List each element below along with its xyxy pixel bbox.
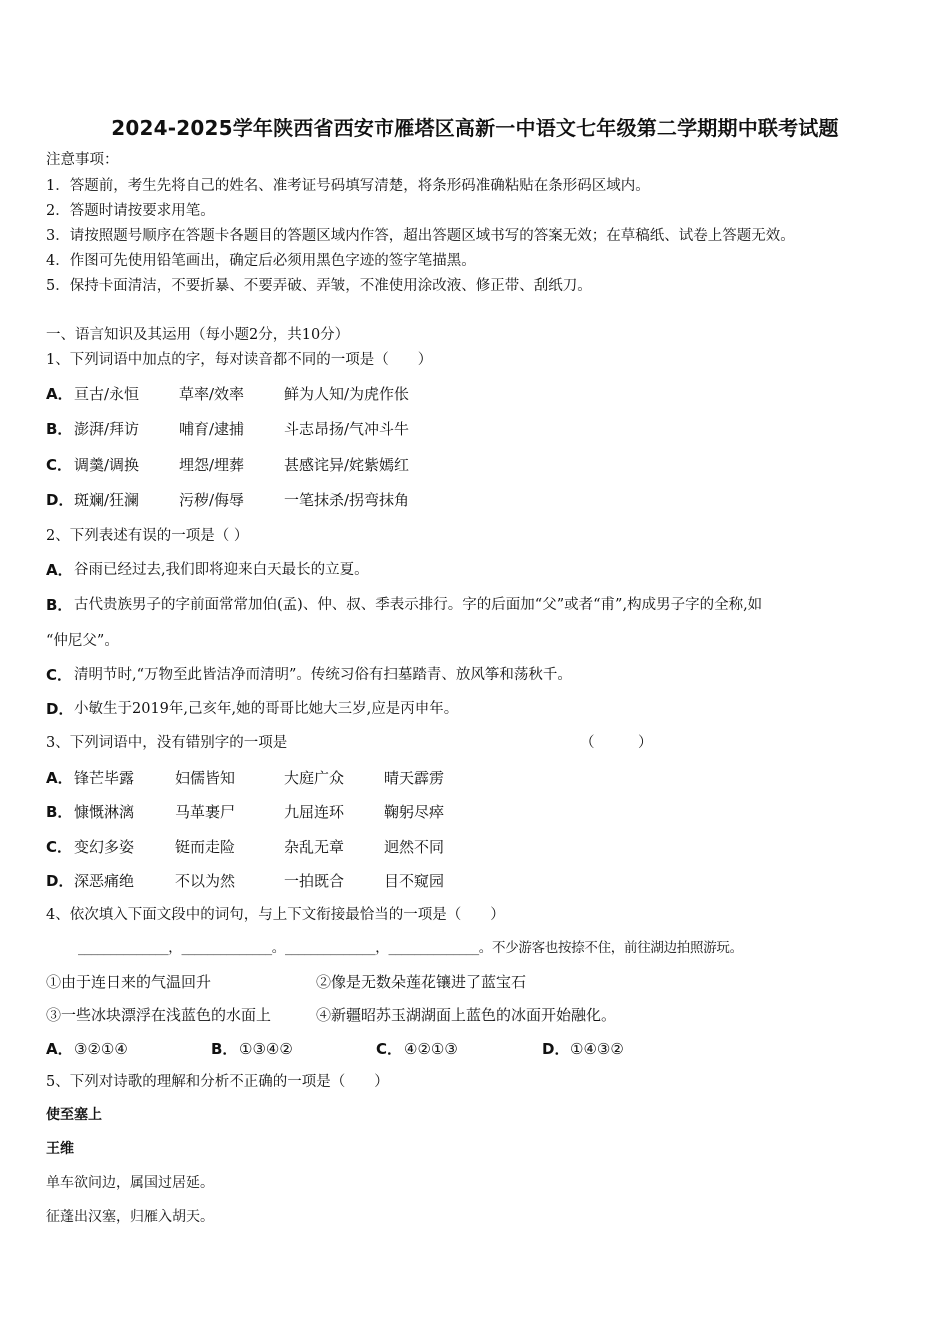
q4-option-a-text: ③②①④: [74, 1040, 128, 1058]
q3-option-d-label: D．: [46, 872, 74, 890]
q1-option-c-label: C．: [46, 456, 73, 474]
q1-option-a-col3: 鲜为人知/为虎作伥: [284, 385, 410, 403]
q2-option-b-text: 古代贵族男子的字前面常常加伯(孟)、仲、叔、季表示排行。字的后面加“父”或者“甫”,构成男子字的全称,如: [74, 597, 763, 613]
notice-item-2: 2．答题时请按要求用笔。: [46, 203, 215, 219]
poem-author: 王维: [46, 1141, 74, 1157]
q3-option-a-col1: 锋芒毕露: [74, 769, 135, 787]
q4-option-d-label: D．: [542, 1040, 570, 1058]
q4-sentence-3: ③一些冰块漂浮在浅蓝色的水面上: [46, 1006, 272, 1024]
q1-option-d-label: D．: [46, 491, 74, 509]
q3-option-c-col1: 变幻多姿: [74, 838, 135, 856]
q3-option-b-col4: 鞠躬尽瘁: [384, 803, 445, 821]
q2-option-d-label: D．: [46, 700, 74, 718]
q3-option-d-col4: 目不窥园: [384, 872, 445, 890]
q1-option-c-col1: 调羹/调换: [74, 456, 140, 474]
q4-option-b-label: B．: [211, 1040, 238, 1058]
notice-item-4: 4．作图可先使用铅笔画出，确定后必须用黑色字迹的签字笔描黑。: [46, 253, 476, 269]
q4-option-c-text: ④②①③: [404, 1040, 458, 1058]
q2-option-a-label: A．: [46, 561, 73, 579]
q4-option-a-label: A．: [46, 1040, 73, 1058]
q4-sentence-1: ①由于连日来的气温回升: [46, 973, 212, 991]
q3-option-a-col2: 妇儒皆知: [175, 769, 236, 787]
q2-option-b-label: B．: [46, 596, 73, 614]
poem-line-2: 征蓬出汉塞，归雁入胡天。: [46, 1209, 214, 1225]
q4-sentence-4: ④新疆昭苏玉湖湖面上蓝色的冰面开始融化。: [316, 1006, 617, 1024]
q1-option-a-label: A．: [46, 385, 73, 403]
poem-line-1: 单车欲问边，属国过居延。: [46, 1175, 214, 1191]
q3-option-d-col3: 一拍既合: [284, 872, 345, 890]
q3-option-a-col3: 大庭广众: [284, 769, 345, 787]
q4-stem: 4、依次填入下面文段中的词句，与上下文衔接最恰当的一项是（ ）: [46, 907, 505, 923]
notice-heading: 注意事项：: [46, 152, 119, 168]
q3-option-a-label: A．: [46, 769, 73, 787]
q1-option-d-col1: 斑斓/狂澜: [74, 491, 140, 509]
q2-option-c-text: 清明节时,“万物至此皆洁净而清明”。传统习俗有扫墓踏青、放风筝和荡秋千。: [74, 667, 572, 683]
q1-option-d-col3: 一笔抹杀/拐弯抹角: [284, 491, 410, 509]
q3-option-d-col1: 深恶痛绝: [74, 872, 135, 890]
q1-option-b-label: B．: [46, 420, 73, 438]
q1-option-a-col2: 草率/效率: [179, 385, 245, 403]
q4-fill-in-line: ______________，______________。______________，______________。不少游客也按捺不住，前往湖边拍照游玩。: [78, 940, 743, 956]
q3-answer-paren: （ ）: [580, 735, 653, 751]
q2-option-b-continued: “仲尼父”。: [46, 633, 119, 649]
q3-stem: 3、下列词语中，没有错别字的一项是: [46, 735, 288, 751]
q3-option-c-col2: 铤而走险: [175, 838, 236, 856]
q1-option-c-col3: 甚感诧异/姹紫嫣红: [284, 456, 410, 474]
q1-option-b-col2: 哺育/逮捕: [179, 420, 245, 438]
q2-option-a-text: 谷雨已经过去,我们即将迎来白天最长的立夏。: [74, 562, 369, 578]
q3-option-b-col1: 慷慨淋漓: [74, 803, 135, 821]
q3-option-a-col4: 晴天霹雳: [384, 769, 445, 787]
q3-option-c-label: C．: [46, 838, 73, 856]
notice-item-5: 5．保持卡面清洁，不要折暴、不要弄破、弄皱，不准使用涂改液、修正带、刮纸刀。: [46, 278, 592, 294]
q1-option-a-col1: 亘古/永恒: [74, 385, 140, 403]
q2-option-d-text: 小敏生于2019年,己亥年,她的哥哥比她大三岁,应是丙申年。: [74, 701, 459, 717]
q2-option-c-label: C．: [46, 666, 73, 684]
poem-title: 使至塞上: [46, 1107, 102, 1123]
notice-item-3: 3．请按照题号顺序在答题卡各题目的答题区域内作答，超出答题区域书写的答案无效；在草稿纸、试卷上答题无效。: [46, 228, 795, 244]
q3-option-b-col2: 马革裹尸: [175, 803, 236, 821]
q1-option-c-col2: 埋怨/埋葬: [179, 456, 245, 474]
q3-option-c-col3: 杂乱无章: [284, 838, 345, 856]
section-heading: 一、语言知识及其运用（每小题2分，共10分）: [46, 327, 350, 343]
q1-stem: 1、下列词语中加点的字，每对读音都不同的一项是（ ）: [46, 352, 433, 368]
q5-stem: 5、下列对诗歌的理解和分析不正确的一项是（ ）: [46, 1074, 389, 1090]
q1-option-b-col1: 澎湃/拜访: [74, 420, 140, 438]
q1-option-d-col2: 污秽/侮辱: [179, 491, 245, 509]
q3-option-b-label: B．: [46, 803, 73, 821]
q4-option-b-text: ①③④②: [239, 1040, 293, 1058]
q3-option-c-col4: 迥然不同: [384, 838, 445, 856]
q4-sentence-2: ②像是无数朵莲花镶进了蓝宝石: [316, 973, 527, 991]
exam-title: 2024-2025学年陕西省西安市雁塔区高新一中语文七年级第二学期期中联考试题: [111, 116, 839, 140]
q1-option-b-col3: 斗志昂扬/气冲斗牛: [284, 420, 410, 438]
q3-option-b-col3: 九屈连环: [284, 803, 345, 821]
notice-item-1: 1．答题前，考生先将自己的姓名、准考证号码填写清楚，将条形码准确粘贴在条形码区域内。: [46, 178, 650, 194]
q4-option-c-label: C．: [376, 1040, 403, 1058]
q2-stem: 2、下列表述有误的一项是（ ）: [46, 528, 249, 544]
q4-option-d-text: ①④③②: [570, 1040, 624, 1058]
q3-option-d-col2: 不以为然: [175, 872, 236, 890]
